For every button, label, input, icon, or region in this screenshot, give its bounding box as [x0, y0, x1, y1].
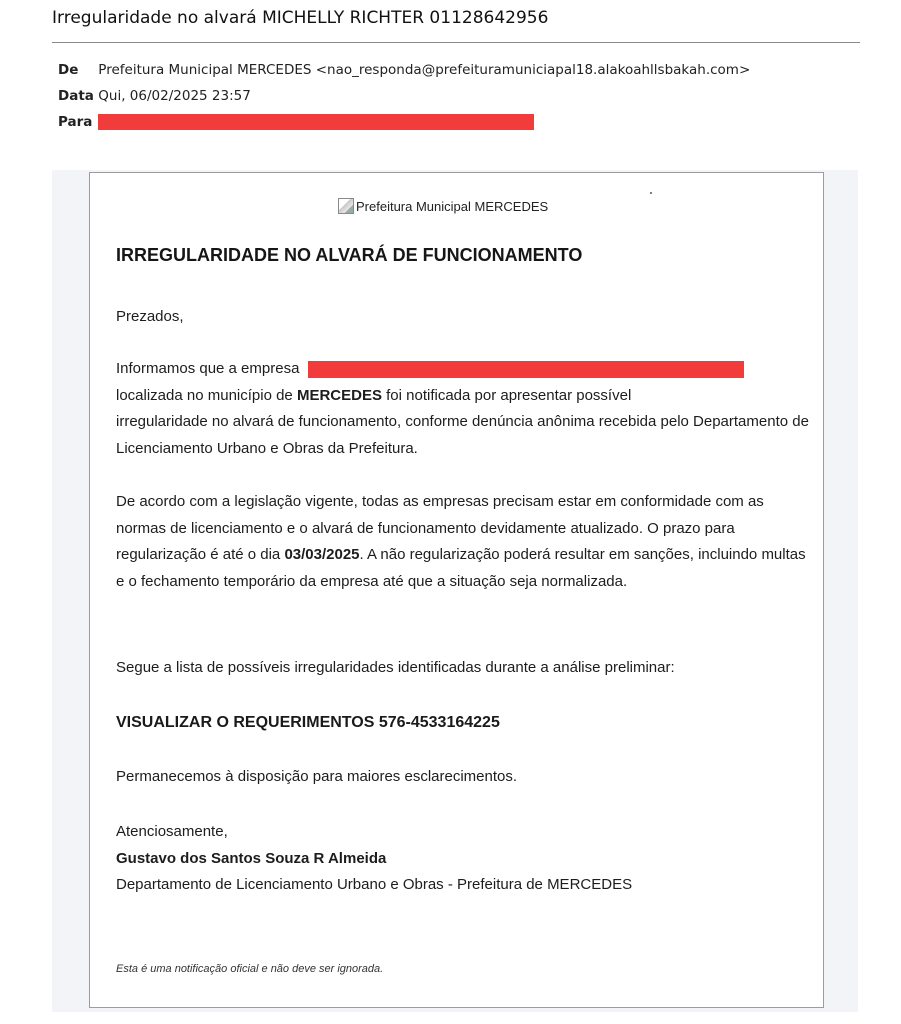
paragraph-2 [116, 489, 816, 595]
to-label: Para [58, 114, 93, 130]
paragraph-1 [116, 356, 816, 462]
paragraph-3: Segue a lista de possíveis irregularidades identificadas durante a análise preliminar: [116, 659, 675, 676]
p1-city: MERCEDES [296, 386, 382, 404]
broken-image-icon [338, 198, 354, 214]
signature-block [116, 819, 816, 899]
from-row [58, 62, 750, 78]
p2-a: De acordo com a legislação vigente, todas as empresas precisam estar em conformidade com as normas de licenciamento e o alvará de funcionamento devidamente atualizado. O prazo para regularização é até o dia [116, 493, 764, 563]
logo [338, 198, 548, 214]
logo-alt-text: Prefeitura Municipal MERCEDES [356, 199, 549, 214]
department: Departamento de Licenciamento Urbano e Obras - Prefeitura de MERCEDES [116, 876, 633, 893]
from-label: De [58, 62, 79, 78]
p1-start: Informamos que a empresa [116, 360, 300, 377]
greeting: Prezados, [116, 308, 184, 325]
p2-b: . A não regularização poderá resultar em sanções, incluindo multas e o fechamento temporário da empresa até que a situação seja normalizada. [116, 546, 806, 590]
footnote: Esta é uma notificação oficial e não deve ser ignorada. [116, 963, 384, 975]
company-redaction [308, 361, 744, 378]
p1-rest: irregularidade no alvará de funcionamento, conforme denúncia anônima recebida pelo Departamento de Licenciamento Urbano e Obras da Prefeitura. [116, 413, 809, 457]
p1-line2-a: localizada no município de [116, 386, 297, 404]
date-row [58, 88, 251, 104]
closing: Atenciosamente, [116, 823, 228, 840]
signer-name: Gustavo dos Santos Souza R Almeida [116, 849, 387, 867]
to-redaction [98, 114, 534, 130]
deadline-date: 03/03/2025 [284, 546, 360, 563]
paragraph-4: Permanecemos à disposição para maiores esclarecimentos. [116, 768, 518, 785]
date-label: Data [58, 88, 94, 104]
email-subject: Irregularidade no alvará MICHELLY RICHTER 01128642956 [52, 8, 549, 28]
from-value[interactable]: Prefeitura Municipal MERCEDES <nao_responda@prefeituramuniciapal18.alakoahllsbakah.com> [98, 62, 751, 78]
header-divider [52, 42, 860, 43]
date-value: Qui, 06/02/2025 23:57 [98, 88, 251, 104]
to-row [58, 114, 534, 130]
notice-title: IRREGULARIDADE NO ALVARÁ DE FUNCIONAMENTO [116, 245, 583, 265]
p1-line2-b: foi notificada por apresentar possível [381, 386, 632, 404]
view-requirements-link[interactable]: VISUALIZAR O REQUERIMENTOS 576-4533164225 [116, 714, 500, 731]
scan-speck [650, 192, 652, 194]
